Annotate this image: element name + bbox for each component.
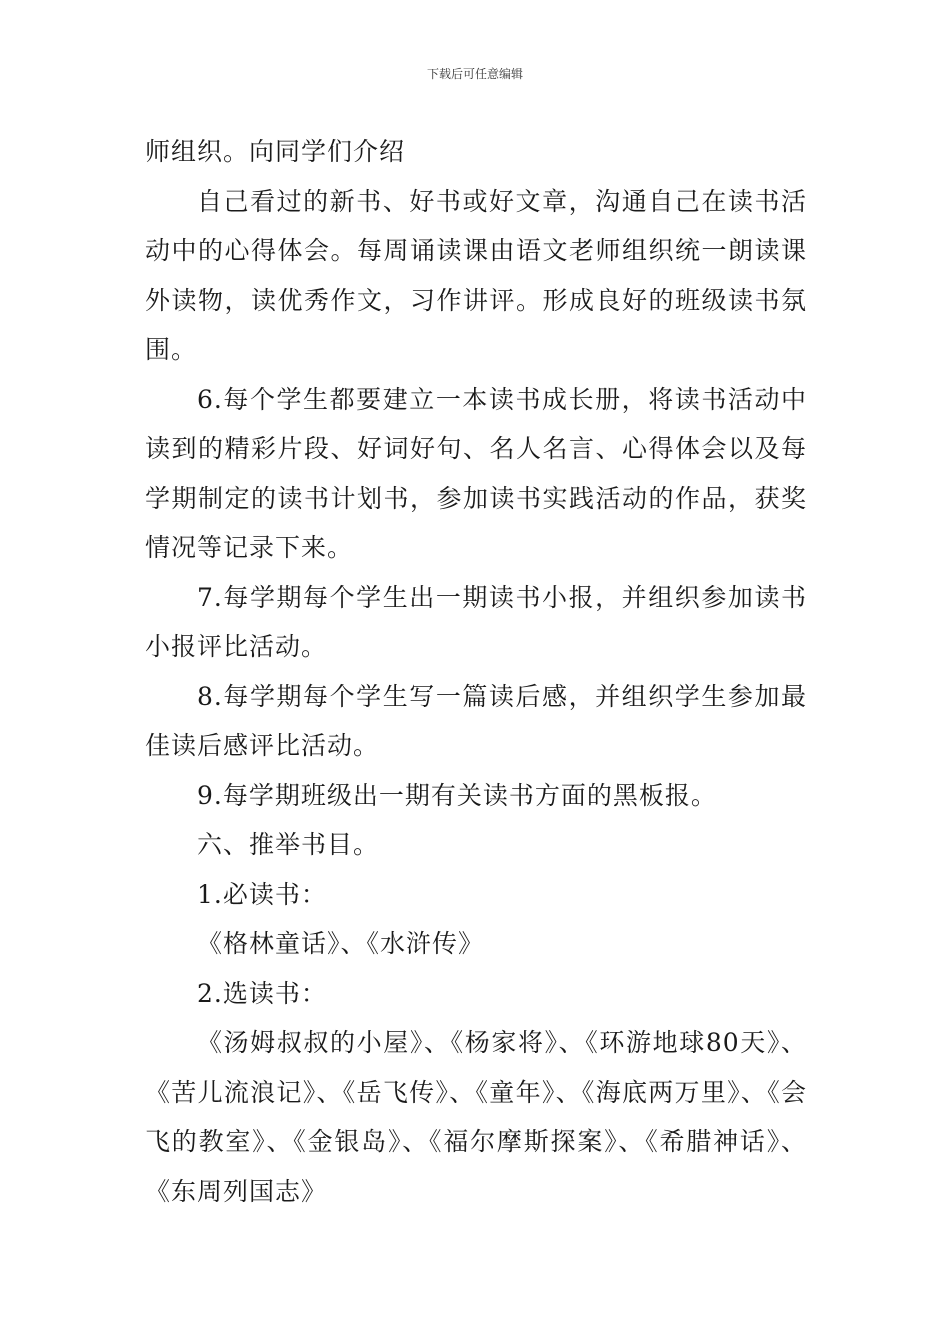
subheading-required-reading: 1.必读书： [197,879,327,909]
optional-book-list: 《汤姆叔叔的小屋》、《杨家将》、《环游地球80天》、《苦儿流浪记》、《岳飞传》、《童年》、《海底两万里》、《会飞的教室》、《金银岛》、《福尔摩斯探案》、《希腊神话》、《东周列国志》 [145,1028,807,1206]
required-book-list: 《格林童话》、《水浒传》 [197,929,485,958]
paragraph-item-7: 7.每学期每个学生出一期读书小报，并组织参加读书小报评比活动。 [145,582,807,661]
document-body [145,127,807,1216]
paragraph-item-9: 9.每学期班级出一期有关读书方面的黑板报。 [197,780,717,810]
paragraph-sharing: 自己看过的新书、好书或好文章，沟通自己在读书活动中的心得体会。每周诵读课由语文老师组织统一朗读课外读物，读优秀作文，习作讲评。形成良好的班级读书氛围。 [145,186,807,364]
subheading-optional-reading: 2.选读书： [197,978,327,1008]
section-heading-recommended-books: 六、推举书目。 [197,830,380,859]
paragraph-continuation: 师组织。向同学们介绍 [145,137,406,166]
paragraph-item-6: 6.每个学生都要建立一本读书成长册，将读书活动中读到的精彩片段、好词好句、名人名言、心得体会以及每学期制定的读书计划书，参加读书实践活动的作品，获奖情况等记录下来。 [145,384,807,562]
paragraph-item-8: 8.每学期每个学生写一篇读后感，并组织学生参加最佳读后感评比活动。 [145,681,807,760]
page-header: 下载后可任意编辑 [426,67,523,81]
